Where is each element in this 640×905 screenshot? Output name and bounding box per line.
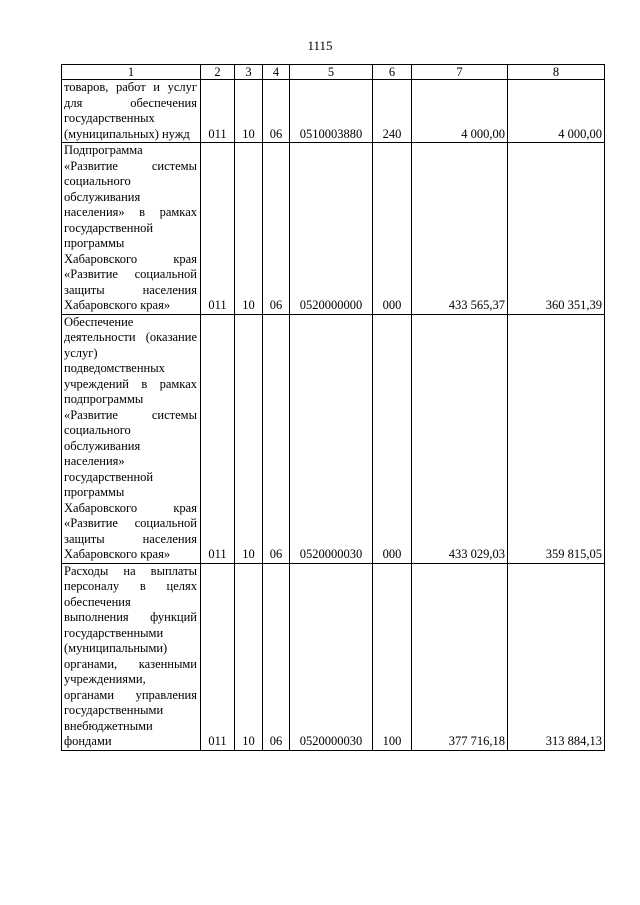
section-code: 10: [235, 563, 263, 750]
ministry-code: 011: [201, 80, 235, 143]
amount-col7: 433 029,03: [412, 314, 508, 563]
expense-name: Обеспечение деятельности (оказание услуг) подведомственных учреждений в рамках подпрограммы «Развитие системы социального обслуживания населения» государственной программы Хабаровского края «Развитие социальной защиты населения Хабаровского края»: [62, 314, 201, 563]
column-header: 5: [290, 65, 373, 80]
page-number: 1115: [307, 38, 333, 53]
subsection-code: 06: [263, 143, 290, 315]
target-article-code: 0510003880: [290, 80, 373, 143]
column-header: 6: [373, 65, 412, 80]
ministry-code: 011: [201, 314, 235, 563]
amount-col8: 4 000,00: [508, 80, 605, 143]
target-article-code: 0520000030: [290, 314, 373, 563]
column-header: 2: [201, 65, 235, 80]
subsection-code: 06: [263, 563, 290, 750]
expense-type-code: 000: [373, 143, 412, 315]
table-row: [62, 314, 605, 563]
amount-col8: 360 351,39: [508, 143, 605, 315]
table-row: [62, 143, 605, 315]
table-row: [62, 80, 605, 143]
amount-col7: 433 565,37: [412, 143, 508, 315]
ministry-code: 011: [201, 143, 235, 315]
subsection-code: 06: [263, 314, 290, 563]
table-header-row: [62, 65, 605, 80]
section-code: 10: [235, 314, 263, 563]
budget-table: [61, 64, 605, 751]
amount-col7: 4 000,00: [412, 80, 508, 143]
target-article-code: 0520000030: [290, 563, 373, 750]
column-header: 4: [263, 65, 290, 80]
column-header: 1: [62, 65, 201, 80]
expense-name: Подпрограмма «Развитие системы социального обслуживания населения» в рамках государственной программы Хабаровского края «Развитие социальной защиты населения Хабаровского края»: [62, 143, 201, 315]
ministry-code: 011: [201, 563, 235, 750]
amount-col8: 359 815,05: [508, 314, 605, 563]
expense-type-code: 100: [373, 563, 412, 750]
table-row: [62, 563, 605, 750]
section-code: 10: [235, 143, 263, 315]
expense-name: товаров, работ и услуг для обеспечения государственных (муниципальных) нужд: [62, 80, 201, 143]
target-article-code: 0520000000: [290, 143, 373, 315]
column-header: 3: [235, 65, 263, 80]
expense-type-code: 240: [373, 80, 412, 143]
subsection-code: 06: [263, 80, 290, 143]
expense-type-code: 000: [373, 314, 412, 563]
column-header: 7: [412, 65, 508, 80]
amount-col7: 377 716,18: [412, 563, 508, 750]
column-header: 8: [508, 65, 605, 80]
amount-col8: 313 884,13: [508, 563, 605, 750]
expense-name: Расходы на выплаты персоналу в целях обеспечения выполнения функций государственными (муниципальными) органами, казенными учреждениями, органами управления государственными внебюджетными фондами: [62, 563, 201, 750]
section-code: 10: [235, 80, 263, 143]
